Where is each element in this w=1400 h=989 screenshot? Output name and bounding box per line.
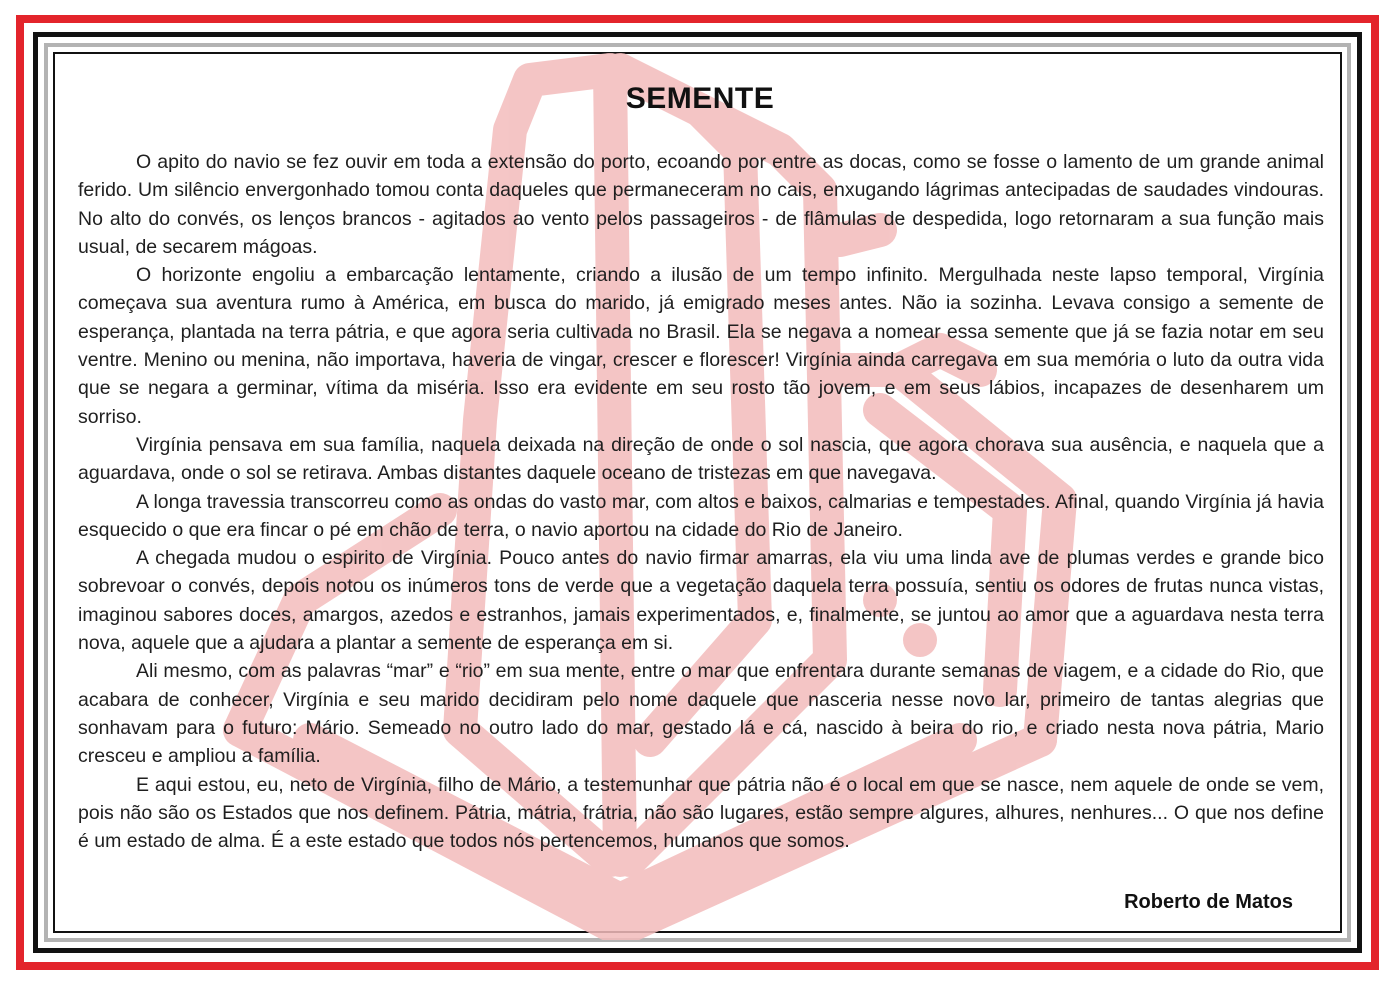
story-body: [78, 148, 1324, 855]
paragraph: O horizonte engoliu a embarcação lentamente, criando a ilusão de um tempo infinito. Mergulhada neste lapso temporal, Virgínia começava sua aventura rumo à América, em busca do marido, já emigrado meses antes. Não ia sozinha. Levava consigo a semente de esperança, plantada na terra pátria, e que agora seria cultivada no Brasil. Ela se negava a nomear essa semente que já se fazia notar em seu ventre. Menino ou menina, não importava, haveria de vingar, crescer e florescer! Virgínia ainda carregava em sua memória o luto da outra vida que se negara a germinar, vítima da miséria. Isso era evidente em seu rosto tão jovem, e em seus lábios, incapazes de desenharem um sorriso.: [78, 264, 1324, 428]
paragraph: E aqui estou, eu, neto de Virgínia, filho de Mário, a testemunhar que pátria não é o local em que se nasce, nem aquele de onde se vem, pois não são os Estados que nos definem. Pátria, mátria, frátria, não são lugares, estão sempre algures, alhures, nenhures... O que nos define é um estado de alma. É a este estado que todos nós pertencemos, humanos que somos.: [78, 773, 1324, 853]
page-title: SEMENTE: [625, 82, 775, 115]
paragraph: A chegada mudou o espirito de Virgínia. Pouco antes do navio firmar amarras, ela viu uma linda ave de plumas verdes e grande bico sobrevoar o convés, depois notou os inúmeros tons de verde que a vegetação daquela terra possuía, sentiu os odores de frutas nunca vistas, imaginou sabores doces, amargos, azedos e estranhos, jamais experimentados, e, finalmente, se juntou ao amor que a aguardava nesta terra nova, aquele que a ajudara a plantar a semente de esperança em si.: [78, 547, 1324, 655]
paragraph: Virgínia pensava em sua família, naquela deixada na direção de onde o sol nascia, que agora chorava sua ausência, e naquela que a aguardava, onde o sol se retirava. Ambas distantes daquele oceano de tristezas em que navegava.: [78, 433, 1324, 485]
author-signature: Roberto de Matos: [1124, 891, 1293, 913]
paragraph: O apito do navio se fez ouvir em toda a extensão do porto, ecoando por entre as docas, como se fosse o lamento de um grande animal ferido. Um silêncio envergonhado tomou conta daqueles que permaneceram no cais, enxugando lágrimas antecipadas de saudades vindouras. No alto do convés, os lenços brancos - agitados ao vento pelos passageiros - de flâmulas de despedida, logo retornaram a sua função mais usual, de secarem mágoas.: [78, 151, 1324, 258]
paragraph: Ali mesmo, com as palavras “mar” e “rio” em sua mente, entre o mar que enfrentara durante semanas de viagem, e a cidade do Rio, que acabara de conhecer, Virgínia e seu marido decidiram pelo nome daquele que nasceria nesse novo lar, primeiro de tantas alegrias que sonhavam para o futuro: Mário. Semeado no outro lado do mar, gestado lá e cá, nascido à beira do rio, e criado nesta nova pátria, Mario cresceu e ampliou a família.: [78, 660, 1324, 768]
paragraph: A longa travessia transcorreu como as ondas do vasto mar, com altos e baixos, calmarias e tempestades. Afinal, quando Virgínia já havia esquecido o que era fincar o pé em chão de terra, o navio aportou na cidade do Rio de Janeiro.: [78, 490, 1324, 541]
